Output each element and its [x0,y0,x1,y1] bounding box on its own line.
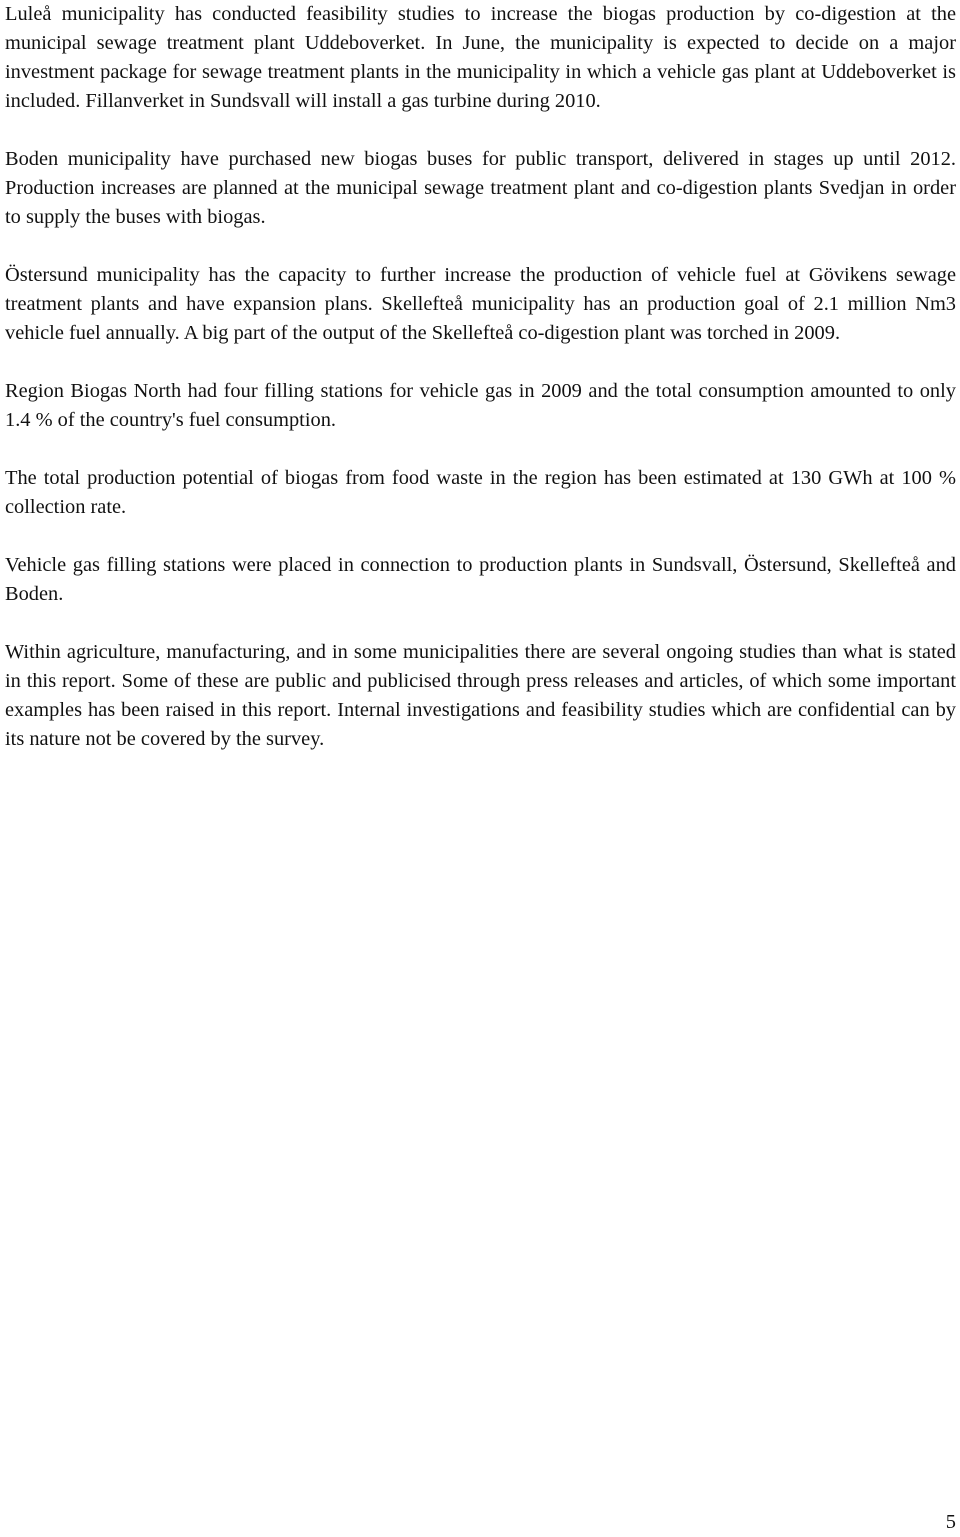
paragraph-ostersund: Östersund municipality has the capacity to further increase the production of vehicle fuel at Gövikens sewage treatment plants and have expansion plans. Skellefteå municipality has an production goal of 2.1 million Nm3 vehicle fuel annually. A big part of the output of the Skellefteå co-digestion plant was torched in 2009. [5,264,956,344]
page-number: 5 [945,1511,956,1533]
paragraph-ongoing-studies: Within agriculture, manufacturing, and in some municipalities there are several ongoing studies than what is stated in this report. Some of these are public and publicised through press releases and articles, of which some important examples has been raised in this report. Internal investigations and feasibility studies which are confidential can by its nature not be covered by the survey. [5,641,956,750]
paragraph-food-waste-potential: The total production potential of biogas from food waste in the region has been estimated at 130 GWh at 100 % collection rate. [5,467,956,518]
paragraph-boden: Boden municipality have purchased new biogas buses for public transport, delivered in stages up until 2012. Production increases are planned at the municipal sewage treatment plant and co-digestion plants Svedjan in order to supply the buses with biogas. [5,148,956,228]
document-body [5,0,956,783]
paragraph-filling-stations: Vehicle gas filling stations were placed in connection to production plants in Sundsvall, Östersund, Skellefteå and Boden. [5,554,956,605]
paragraph-lulea: Luleå municipality has conducted feasibility studies to increase the biogas production by co-digestion at the municipal sewage treatment plant Uddeboverket. In June, the municipality is expected to decide on a major investment package for sewage treatment plants in the municipality in which a vehicle gas plant at Uddeboverket is included. Fillanverket in Sundsvall will install a gas turbine during 2010. [5,3,956,112]
paragraph-region-biogas-north: Region Biogas North had four filling stations for vehicle gas in 2009 and the total consumption amounted to only 1.4 % of the country's fuel consumption. [5,380,956,431]
